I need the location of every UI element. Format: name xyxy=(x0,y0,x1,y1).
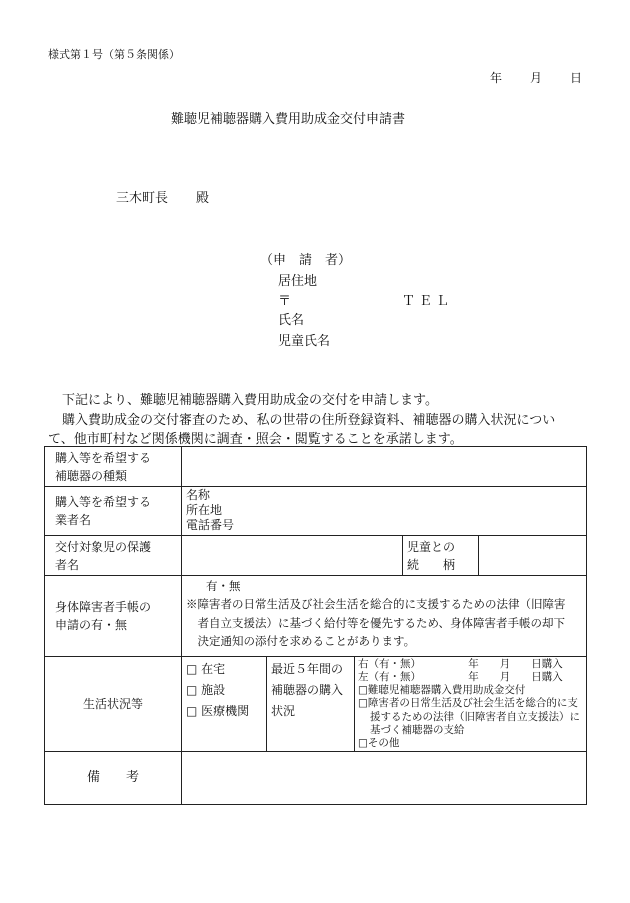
date-year-label: 年 xyxy=(490,71,503,85)
application-statement: 下記により、難聴児補聴器購入費用助成金の交付を申請します。 xyxy=(62,393,438,408)
row-living-situation xyxy=(45,657,587,752)
option-facility[interactable]: □ 施設 xyxy=(186,683,226,697)
label-hearing-aid-type: 購入等を希望する 補聴器の種類 xyxy=(45,447,182,487)
label-purchase-history: 最近５年間の 補聴器の購入 状況 xyxy=(267,657,355,752)
date-month-label: 月 xyxy=(530,71,543,85)
option-at-home[interactable]: □ 在宅 xyxy=(186,662,226,676)
right-ear-purchase[interactable]: 右（有・無） 年 月 日購入 xyxy=(358,658,563,670)
certificate-choice: 有・無 xyxy=(206,579,241,593)
date-day-label: 日 xyxy=(570,71,583,85)
certificate-note-line2: 者自立支援法）に基づく給付等を優先するため、身体障害者手帳の却下 xyxy=(197,615,566,630)
row-hearing-aid-type xyxy=(45,447,587,487)
vendor-location-label: 所在地 xyxy=(186,503,223,517)
label-vendor: 購入等を希望する 業者名 xyxy=(45,487,182,536)
document-title: 難聴児補聴器購入費用助成金交付申請書 xyxy=(171,112,406,127)
label-relationship: 児童との 続 柄 xyxy=(403,536,479,576)
label-disability-certificate: 身体障害者手帳の 申請の有・無 xyxy=(45,576,182,657)
row-remarks xyxy=(45,751,587,804)
purchase-history-details xyxy=(355,657,587,752)
input-relationship[interactable] xyxy=(479,536,587,576)
label-living-situation: 生活状況等 xyxy=(45,657,182,752)
addressee-honorific: 殿 xyxy=(196,191,210,206)
vendor-phone-label: 電話番号 xyxy=(186,518,235,532)
applicant-heading: （申 請 者） xyxy=(260,253,352,268)
row-guardian xyxy=(45,536,587,576)
child-name-label: 児童氏名 xyxy=(278,334,331,349)
form-number: 様式第１号（第５条関係） xyxy=(48,48,180,61)
certificate-note-line3: 決定通知の添付を求めることがあります。 xyxy=(197,634,416,649)
disability-certificate-field[interactable] xyxy=(182,576,587,657)
option-welfare-law[interactable]: □障害者の日常生活及び社会生活を総合的に支援するための法律（旧障害者自立支援法）に基づく補聴器の支給 xyxy=(358,697,580,736)
postal-mark: 〒 xyxy=(278,294,292,309)
applicant-address-label: 居住地 xyxy=(278,274,318,289)
option-medical-institution[interactable]: □ 医療機関 xyxy=(186,704,250,718)
applicant-name-label: 氏名 xyxy=(278,313,305,328)
consent-statement-line2: て、他市町村など関係機関に調査・照会・閲覧することを承諾します。 xyxy=(48,432,463,447)
label-remarks: 備 考 xyxy=(45,751,182,804)
left-ear-purchase[interactable]: 左（有・無） 年 月 日購入 xyxy=(358,671,563,684)
vendor-name-label: 名称 xyxy=(186,488,211,502)
row-vendor xyxy=(45,487,587,536)
input-guardian-name[interactable] xyxy=(182,536,403,576)
label-guardian: 交付対象児の保護 者名 xyxy=(45,536,182,576)
input-remarks[interactable] xyxy=(182,751,587,804)
option-subsidy[interactable]: □難聴児補聴器購入費用助成金交付 xyxy=(358,684,526,697)
input-vendor[interactable] xyxy=(182,487,587,536)
application-form-table xyxy=(44,446,587,805)
input-hearing-aid-type[interactable] xyxy=(182,447,587,487)
addressee-name: 三木町長 xyxy=(116,191,169,206)
option-other[interactable]: □その他 xyxy=(358,736,400,749)
tel-label: ＴＥＬ xyxy=(402,294,454,309)
living-options xyxy=(182,657,267,752)
consent-statement-line1: 購入費助成金の交付審査のため、私の世帯の住所登録資料、補聴器の購入状況につい xyxy=(62,413,556,428)
row-disability-certificate xyxy=(45,576,587,657)
certificate-note-line1: ※障害者の日常生活及び社会生活を総合的に支援するための法律（旧障害 xyxy=(186,597,566,612)
